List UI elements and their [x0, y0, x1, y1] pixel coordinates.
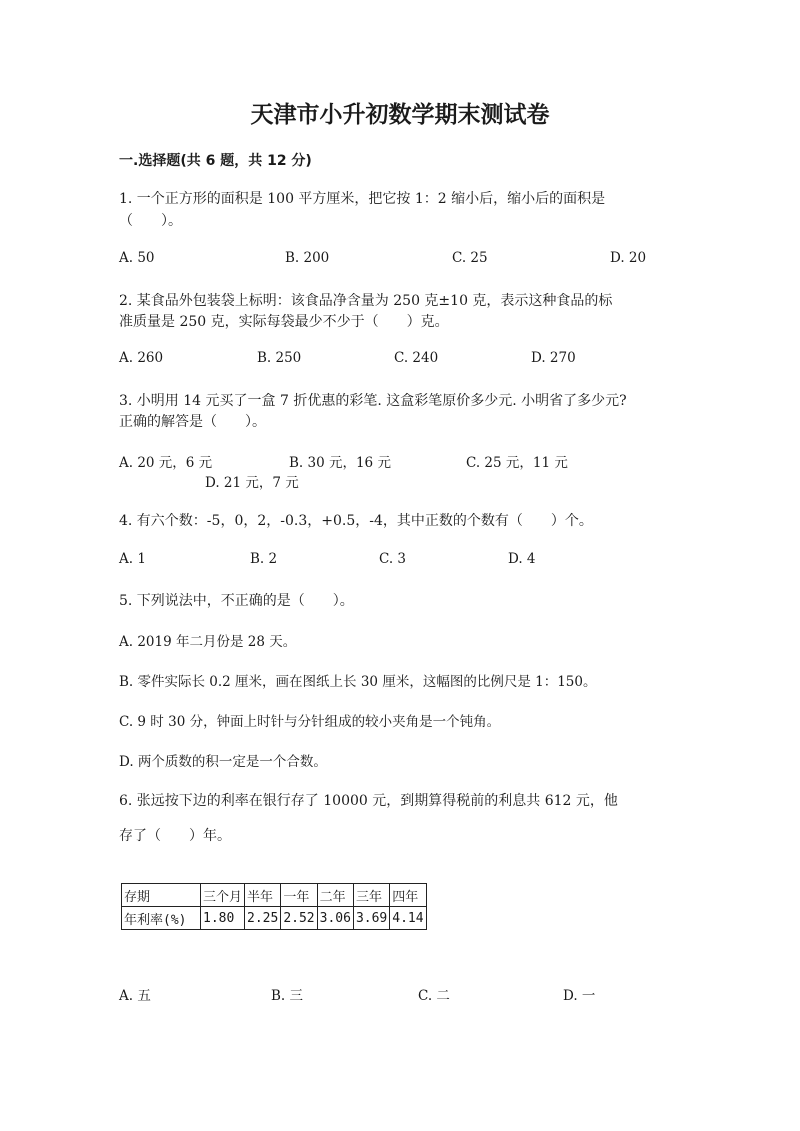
q6-option-d: D. 一	[563, 988, 596, 1004]
q4-option-c: C. 3	[379, 551, 407, 567]
q2-option-b: B. 250	[257, 350, 302, 366]
table-cell: 半年	[245, 884, 281, 907]
q2-text-line-1: 2. 某食品外包装袋上标明：该食品净含量为 250 克±10 克，表示这种食品的标	[119, 293, 613, 309]
q4-option-a: A. 1	[119, 551, 146, 567]
q3-option-b: B. 30 元，16 元	[289, 455, 391, 471]
q2-option-a: A. 260	[119, 350, 164, 366]
q3-option-d: D. 21 元，7 元	[205, 475, 299, 491]
table-cell: 二年	[317, 884, 353, 907]
q5-option-c: C. 9 时 30 分，钟面上时针与分针组成的较小夹角是一个钝角。	[119, 714, 501, 730]
q6-option-a: A. 五	[119, 988, 151, 1004]
q6-text-line-2: 存了（ ）年。	[119, 828, 231, 844]
table-cell: 年利率(%)	[122, 907, 201, 930]
q4-option-b: B. 2	[250, 551, 278, 567]
table-cell: 一年	[281, 884, 317, 907]
table-header-row	[122, 884, 427, 907]
table-cell: 1.80	[201, 907, 245, 930]
q2-option-d: D. 270	[531, 350, 576, 366]
table-cell: 存期	[122, 884, 201, 907]
q5-text-line-1: 5. 下列说法中，不正确的是（ ）。	[119, 593, 354, 609]
q1-text-line-1: 1. 一个正方形的面积是 100 平方厘米，把它按 1：2 缩小后，缩小后的面积是	[119, 191, 606, 207]
table-cell: 3.69	[353, 907, 389, 930]
q5-option-b: B. 零件实际长 0.2 厘米，画在图纸上长 30 厘米，这幅图的比例尺是 1：150。	[119, 674, 597, 690]
q4-text-line-1: 4. 有六个数：-5，0，2，-0.3，+0.5，-4，其中正数的个数有（ ）个。	[119, 513, 593, 529]
q6-option-b: B. 三	[271, 988, 304, 1004]
q1-text-line-2: （ ）。	[119, 213, 182, 229]
q1-option-a: A. 50	[119, 250, 155, 266]
section-heading: 一.选择题(共 6 题，共 12 分)	[119, 153, 312, 169]
table-cell: 2.25	[245, 907, 281, 930]
q1-option-c: C. 25	[452, 250, 488, 266]
q6-text-line-1: 6. 张远按下边的利率在银行存了 10000 元，到期算得税前的利息共 612 元，他	[119, 793, 618, 809]
table-row	[122, 907, 427, 930]
q2-text-line-2: 准质量是 250 克，实际每袋最少不少于（ ）克。	[119, 314, 449, 330]
table-cell: 三个月	[201, 884, 245, 907]
q3-text-line-1: 3. 小明用 14 元买了一盒 7 折优惠的彩笔. 这盒彩笔原价多少元. 小明省了多少元?	[119, 393, 627, 409]
q1-option-d: D. 20	[610, 250, 647, 266]
table-cell: 4.14	[390, 907, 426, 930]
table-cell: 2.52	[281, 907, 317, 930]
q5-option-a: A. 2019 年二月份是 28 天。	[119, 634, 297, 650]
q3-option-c: C. 25 元，11 元	[466, 455, 568, 471]
q2-option-c: C. 240	[394, 350, 439, 366]
interest-rate-table	[121, 883, 427, 930]
q5-option-d: D. 两个质数的积一定是一个合数。	[119, 754, 327, 770]
table-cell: 3.06	[317, 907, 353, 930]
table-cell: 四年	[390, 884, 426, 907]
q3-option-a: A. 20 元，6 元	[119, 455, 213, 471]
q3-text-line-2: 正确的解答是（ ）。	[119, 414, 266, 430]
q4-option-d: D. 4	[508, 551, 536, 567]
q1-option-b: B. 200	[285, 250, 330, 266]
table-cell: 三年	[353, 884, 389, 907]
q6-option-c: C. 二	[418, 988, 450, 1004]
page-title: 天津市小升初数学期末测试卷	[250, 102, 550, 128]
